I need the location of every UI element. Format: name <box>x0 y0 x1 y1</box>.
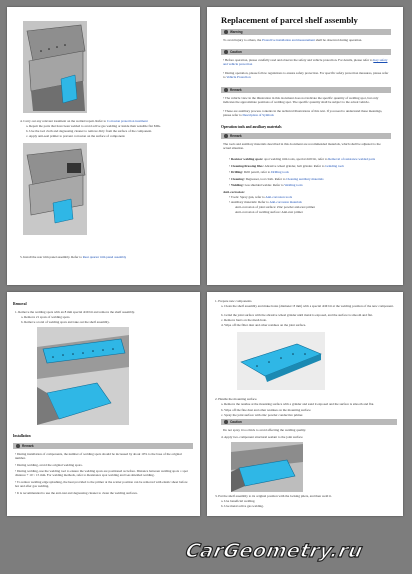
caution-text-1: • Before operation, please carefully read and observe the safety and vehicle protection. For details, please refer to Key safety and vehicle protection <box>223 58 388 67</box>
installation-remark-item: • During installation of components, the number of welding spots should be increased by about 10% to the base of the original number. <box>15 452 182 461</box>
safety-link[interactable]: Key safety and vehicle protection <box>223 58 388 67</box>
installation-remark-item: • During welding, use the welding tool to ensure the welding spots are positioned as before. Distance between welding spots = spot distance + 10 ~ 15 mm. For welding methods, refer to Resistance spot welding and Gas shielded welding. <box>15 469 189 478</box>
anti-corrosion-sub-2: Anti-corrosion of welding surface: Anti-rust primer <box>235 210 303 214</box>
rear-trim-link[interactable]: Rear quarter trim panel assembly <box>82 255 127 259</box>
caution-bar: Caution <box>221 419 397 425</box>
document-page-1 <box>7 7 200 285</box>
illustration-parcel-shelf-removal <box>37 327 129 425</box>
tool-link[interactable]: Drilling tools <box>271 170 289 174</box>
step-4b: b. Use the tool cloth and degreasing cleaner to remove dirty from the surface of the component. <box>26 129 152 133</box>
tool-link[interactable]: Grinding tools <box>325 163 345 168</box>
info-icon <box>224 88 228 92</box>
symbols-link[interactable]: Description of Symbols <box>242 113 274 118</box>
parcel-shelf-diagram <box>37 327 129 425</box>
install-step-2a: a. Remove the residue at the mounting surface with a grinder and sand it exposed and the surface is smooth and flat. <box>221 402 375 406</box>
install-step-3b: b. Use metal active gas welding. <box>221 504 264 508</box>
step-4a: a. Repair the parts that have been welded to avoid active gas welding or inside their sensible flat MIG. <box>26 124 161 128</box>
tool-item: • Cleaning/dressing files: Abrasive wheel grinder, belt grinder. Refer to Grinding tools <box>229 163 345 168</box>
anti-corrosion-label: Anti-corrosion: <box>223 190 245 194</box>
install-step-2d: d. Apply two-component structural sealant to the joint surface. <box>221 435 304 439</box>
anti-corrosion-sub-1: Anti-corrosion of joint surface: Zinc powder anti-rust primer <box>235 205 316 209</box>
installation-remark-bar: Remark <box>13 443 193 449</box>
remark-text-1: • The vehicle view in the illustration in this document does not indicate the specific quantity of welding spot, but only indicates the approximate positions of welding spot. The specific quantity shall be subject to the actual vehicle. <box>223 96 379 105</box>
welding-diagram <box>23 21 87 113</box>
install-step-2b: b. Wipe off the fine dust and other residues on the mounting surface. <box>221 408 312 412</box>
site-watermark-logo <box>183 540 410 568</box>
protective-installation-link[interactable]: Protective installation and measurement <box>262 38 315 42</box>
removal-heading: Removal <box>13 302 27 306</box>
tool-item: • Drilling: Drill pencil, refer to Drilling tools <box>229 170 289 174</box>
warning-icon <box>224 30 228 34</box>
step-4: 4. Carry out any relevant treatment on the welded repair. Refer to Corrosion protection treatment <box>20 119 148 123</box>
info-icon <box>16 444 20 448</box>
install-step-3: 3. Put the shelf assembly to its original position with the locking pliers, and then weld it. <box>215 494 332 498</box>
document-page-2 <box>207 7 403 285</box>
install-step-1: 1. Prepare new components. <box>215 299 253 303</box>
tools-intro: The tools and auxiliary materials described in this document are recommended materials, which shall be adjusted to the actual situation. <box>223 142 381 151</box>
new-shelf-diagram <box>237 332 325 390</box>
watermark-text: CarGeometry.ru <box>183 540 365 562</box>
caution-text: Do not spray it too thick to avoid affecting the welding quality. <box>223 428 307 432</box>
document-page-3 <box>7 292 200 516</box>
document-page-4 <box>207 292 403 516</box>
vehicle-protection-link[interactable]: Vehicle Protection <box>226 75 251 80</box>
installation-heading: Installation <box>13 434 31 438</box>
remark-bar: Remark <box>221 87 391 93</box>
anti-corrosion-materials-link[interactable]: Anti-corrosion materials <box>269 200 302 204</box>
caution-icon <box>224 420 228 424</box>
shelf-welding-diagram <box>231 442 303 492</box>
tool-item: • Cleaning: Degreaser, tool cloth. Refer to Cleaning auxiliary materials <box>229 176 324 181</box>
install-step-2: 2. Handle the mounting surface. <box>215 397 258 401</box>
caution-bar: Caution <box>221 49 391 55</box>
tool-item: • Welding: Gas shielded welder. Refer to Welding tools <box>229 183 303 187</box>
anti-corrosion-tools: • Tools: Spray gun, refer to Anti-corrosion tools <box>229 195 292 199</box>
installation-remark-item: • It is recommended to use the anti-rust and degreasing cleaner to clean the welding surfaces. <box>15 491 138 495</box>
corrosion-link[interactable]: Corrosion protection treatment <box>106 119 148 123</box>
install-step-2c: c. Spray the joint surface with zinc powder conductive primer. <box>221 413 304 417</box>
corrosion-diagram <box>23 143 87 235</box>
illustration-shelf-welding <box>231 442 303 492</box>
caution-text-2: • During operation, please follow regulations to ensure safety protection. For specific safety protection measures, please refer to Vehicle Protection <box>223 71 389 80</box>
illustration-rear-body-1 <box>23 21 87 113</box>
installation-remark-item: • To reduce welding edge splashing, the heat provided to the primer at the scatter position can be removed with elastic sheet before hot and after gas welding. <box>15 480 188 489</box>
removal-step-1b: b. Remove a total of welding spots and take out the shelf assembly. <box>21 320 110 324</box>
caution-icon <box>224 50 228 54</box>
illustration-new-shelf <box>237 332 325 390</box>
warning-text: To avoid injury to others, the Protective installation and measurement shall be observed during operation. <box>223 38 363 42</box>
tool-item: • Resistor welding spots: spot welding trim tools, special drill bit, refer to Removal of resistance welded parts <box>229 157 376 161</box>
info-icon <box>224 134 228 138</box>
install-step-1c: c. Remove burrs on the mesh hole. <box>221 318 267 322</box>
install-step-1a: a. Clean the shelf assembly and make holes (diameter: 8 mm) with a special drill bit at the welding position of the new component. <box>221 304 394 308</box>
illustration-rear-body-2 <box>23 143 87 235</box>
installation-remark-item: • During welding, avoid the original welding spots. <box>15 463 83 467</box>
step-5: 5. Install the rear trim panel assembly. Refer to Rear quarter trim panel assembly <box>20 255 127 259</box>
remark-text-2: • These are auxiliary process contents in the technical illustrations of this text. If you need to understand these meanings, please refer to Description of Symbols <box>223 109 383 118</box>
anti-corrosion-aux: • Auxiliary materials: Refer to Anti-corrosion materials <box>229 200 302 204</box>
install-step-1d: d. Wipe off the filter dust and other residues on the joint surface. <box>221 323 307 327</box>
tools-remark-bar: Remark <box>221 133 391 139</box>
tool-link[interactable]: Cleaning auxiliary materials <box>286 176 324 181</box>
removal-step-1a: a. Remove 21 spots of welding spots. <box>21 315 71 319</box>
removal-step-1: 1. Remove the welding spots with an 8 mm special drill bit and remove the shelf assembly. <box>15 310 135 314</box>
tools-heading: Operation tools and auxiliary materials <box>221 125 282 129</box>
warning-bar: Warning <box>221 29 391 35</box>
page-title: Replacement of parcel shelf assembly <box>221 15 358 25</box>
install-step-3a: a. Use beneficial welding. <box>221 499 256 503</box>
step-4c: c. Apply anti-seal primer to prevent corrosion on the surface of component. <box>26 134 126 138</box>
anti-corrosion-tools-link[interactable]: Anti-corrosion tools <box>265 195 292 199</box>
tool-link[interactable]: Removal of resistance welded parts <box>328 157 376 161</box>
tool-link[interactable]: Welding tools <box>284 183 303 187</box>
install-step-1b: b. Grind the joint surface with the abrasive wheel grinder until metal is exposed, and the surface is smooth and flat. <box>221 313 373 317</box>
